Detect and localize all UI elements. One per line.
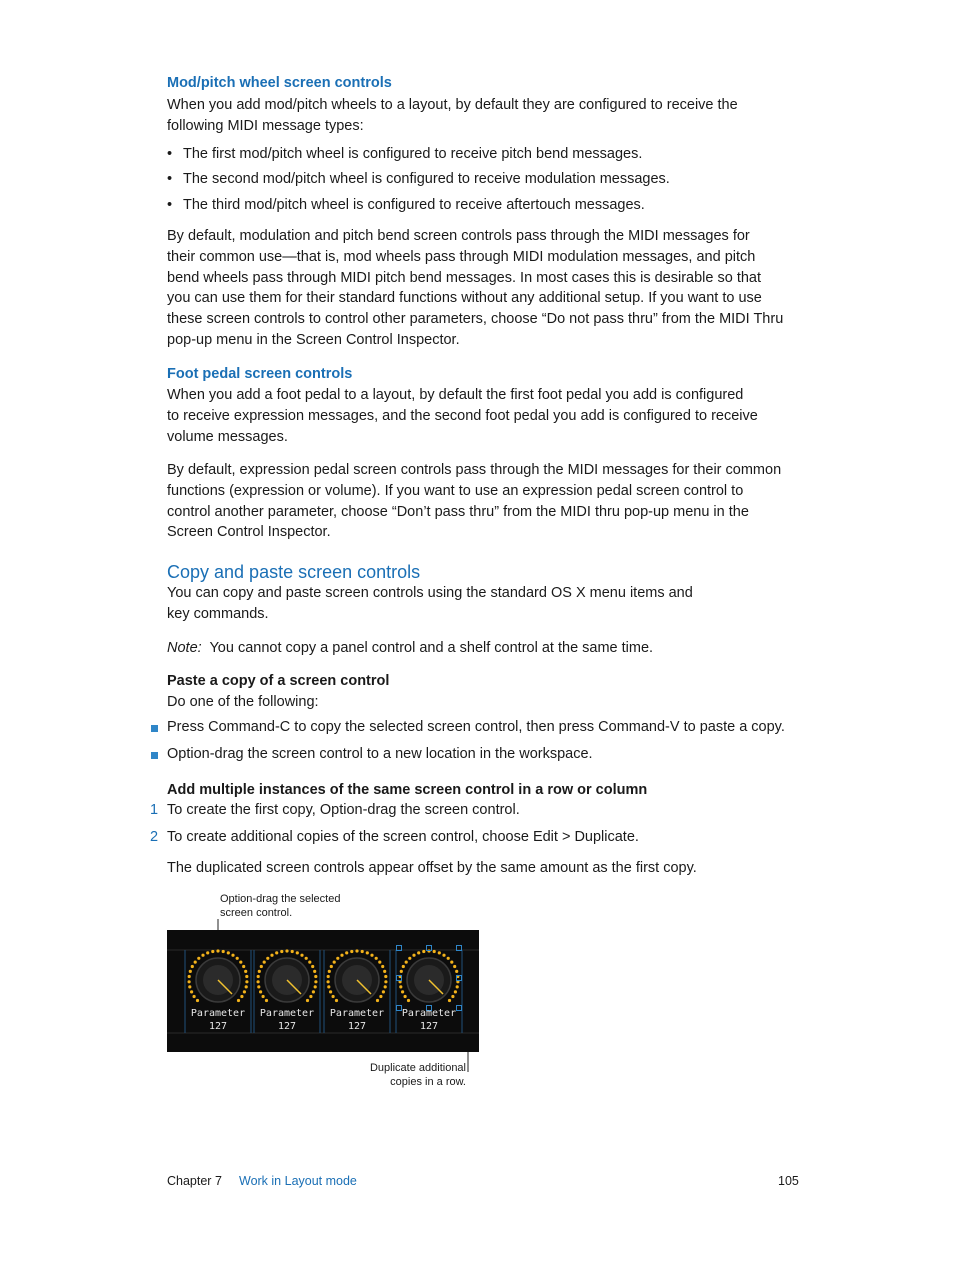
knob-dot bbox=[422, 950, 425, 953]
knob-dot bbox=[308, 961, 311, 964]
knob-dot bbox=[211, 950, 214, 953]
knob-dot bbox=[188, 985, 191, 988]
footer-chapter: Chapter 7 bbox=[167, 1174, 222, 1188]
callout-line: Option-drag the selected bbox=[220, 893, 341, 905]
knob-label-name: Parameter bbox=[329, 1008, 385, 1019]
knob-dot bbox=[275, 951, 278, 954]
knob-dot bbox=[407, 999, 410, 1002]
step-result: The duplicated screen controls appear offset by the same amount as the first copy. bbox=[167, 860, 697, 876]
knob-dot bbox=[450, 961, 453, 964]
knob-dot bbox=[447, 957, 450, 960]
knob-dot bbox=[296, 951, 299, 954]
knob-dot bbox=[236, 957, 239, 960]
knob-dot bbox=[417, 951, 420, 954]
knob-dot bbox=[257, 975, 260, 978]
knob-dot bbox=[361, 950, 364, 953]
knob-dot bbox=[328, 970, 331, 973]
knob-dot bbox=[381, 965, 384, 968]
step-text: To create the first copy, Option-drag the screen control. bbox=[167, 802, 520, 818]
knob-dot bbox=[190, 990, 193, 993]
knob-dot bbox=[244, 970, 247, 973]
knob-dot bbox=[336, 957, 339, 960]
knob-dot bbox=[242, 965, 245, 968]
knob-dot bbox=[366, 951, 369, 954]
knob-label bbox=[184, 1008, 252, 1033]
step-number: 2 bbox=[150, 829, 159, 845]
knob-label bbox=[253, 1008, 321, 1033]
knob-dot bbox=[453, 965, 456, 968]
knob-dot bbox=[376, 999, 379, 1002]
knob-dot bbox=[313, 970, 316, 973]
knob-dot bbox=[327, 975, 330, 978]
callout-line: copies in a row. bbox=[390, 1076, 466, 1088]
knob-label-value: 127 bbox=[347, 1020, 367, 1032]
knob-dot bbox=[345, 951, 348, 954]
knob-dot bbox=[231, 954, 234, 957]
knob-dot bbox=[314, 985, 317, 988]
knob-dot bbox=[188, 975, 191, 978]
callout-line: Duplicate additional bbox=[369, 1062, 466, 1074]
text-line: Screen Control Inspector. bbox=[167, 524, 331, 541]
knob-dot bbox=[379, 995, 382, 998]
knob-label-value: 127 bbox=[277, 1020, 297, 1032]
knob-dot bbox=[370, 954, 373, 957]
knob-label bbox=[323, 1008, 391, 1033]
bullet-dot: • bbox=[167, 146, 173, 162]
text-line: volume messages. bbox=[167, 428, 288, 445]
knob-dot bbox=[206, 951, 209, 954]
knob-dot bbox=[378, 961, 381, 964]
step-text: To create additional copies of the screen control, choose Edit > Duplicate. bbox=[167, 829, 639, 845]
knob-dot bbox=[201, 954, 204, 957]
knob-dot bbox=[306, 999, 309, 1002]
knob-dot bbox=[329, 990, 332, 993]
task-title-multiple: Add multiple instances of the same screen control in a row or column bbox=[167, 782, 648, 798]
page-number: 105 bbox=[778, 1174, 799, 1188]
knob-dot bbox=[257, 980, 260, 983]
text-line: When you add mod/pitch wheels to a layout, by default they are configured to receive the bbox=[167, 97, 738, 113]
knob-dot bbox=[222, 950, 225, 953]
knob-dot bbox=[456, 985, 459, 988]
knob-dot bbox=[455, 970, 458, 973]
note-label: Note: bbox=[167, 640, 202, 656]
knob-dot bbox=[438, 951, 441, 954]
task-subtitle: Do one of the following: bbox=[167, 694, 319, 710]
knob-dot bbox=[404, 995, 407, 998]
text-line: By default, modulation and pitch bend screen controls pass through the MIDI messages for bbox=[167, 228, 750, 244]
knob-dot bbox=[194, 961, 197, 964]
knob-dot bbox=[262, 995, 265, 998]
section-heading-foot-pedal: Foot pedal screen controls bbox=[167, 366, 353, 382]
knob-dot bbox=[442, 954, 445, 957]
knob-dot bbox=[197, 957, 200, 960]
bullet-text: The third mod/pitch wheel is configured to receive aftertouch messages. bbox=[183, 197, 645, 213]
knob-dot bbox=[332, 995, 335, 998]
knob-dot bbox=[448, 999, 451, 1002]
knob-dot bbox=[314, 975, 317, 978]
footer-chapter-title[interactable]: Work in Layout mode bbox=[239, 1174, 357, 1188]
knob-dot bbox=[263, 961, 266, 964]
text-line: you can use them for their standard functions without any additional setup. If you want to use bbox=[167, 290, 762, 307]
knob-label-name: Parameter bbox=[401, 1008, 457, 1019]
text-line: By default, expression pedal screen controls pass through the MIDI messages for their common bbox=[167, 462, 782, 478]
task-item-text: Press Command-C to copy the selected screen control, then press Command-V to paste a copy. bbox=[167, 719, 785, 735]
knob-dot bbox=[216, 949, 219, 952]
knob-dot bbox=[237, 999, 240, 1002]
knob-dot bbox=[309, 995, 312, 998]
knob-dot bbox=[191, 965, 194, 968]
text-line: pop-up menu in the Screen Control Inspector. bbox=[167, 331, 460, 348]
bullet-text: The first mod/pitch wheel is configured to receive pitch bend messages. bbox=[183, 146, 643, 162]
text-line: functions (expression or volume). If you want to use an expression pedal screen control to bbox=[167, 482, 744, 499]
knob-dot bbox=[260, 965, 263, 968]
knob-label bbox=[395, 1008, 463, 1033]
bullet-dot: • bbox=[167, 197, 173, 213]
knob-dot bbox=[383, 970, 386, 973]
knob-dot bbox=[245, 985, 248, 988]
callout-line: screen control. bbox=[220, 907, 293, 919]
section-heading-copy-paste: Copy and paste screen controls bbox=[167, 562, 421, 582]
knob-dot bbox=[188, 980, 191, 983]
knob-dot bbox=[311, 965, 314, 968]
knob-dot bbox=[257, 985, 260, 988]
knob-label-value: 127 bbox=[208, 1020, 228, 1032]
knob-dot bbox=[258, 970, 261, 973]
knob-dot bbox=[399, 985, 402, 988]
knob-dot bbox=[305, 957, 308, 960]
knob-label-value: 127 bbox=[419, 1020, 439, 1032]
knob-dot bbox=[384, 975, 387, 978]
knob-dot bbox=[189, 970, 192, 973]
knob-dot bbox=[266, 957, 269, 960]
knob-dot bbox=[412, 954, 415, 957]
knob-dot bbox=[408, 957, 411, 960]
knob-dot bbox=[243, 990, 246, 993]
task-item-text: Option-drag the screen control to a new location in the workspace. bbox=[167, 746, 593, 762]
text-line: their common use—that is, mod wheels pass through MIDI modulation messages, and pitch bbox=[167, 248, 756, 265]
knob-dot bbox=[384, 985, 387, 988]
knob-dot bbox=[335, 999, 338, 1002]
knob-dot bbox=[401, 990, 404, 993]
knob-dot bbox=[384, 980, 387, 983]
knob-dot bbox=[291, 950, 294, 953]
knob-dot bbox=[280, 950, 283, 953]
text-line: When you add a foot pedal to a layout, by default the first foot pedal you add is configured bbox=[167, 387, 744, 403]
knob-dot bbox=[245, 980, 248, 983]
knob-dot bbox=[382, 990, 385, 993]
bullet-dot: • bbox=[167, 171, 173, 187]
knob-dot bbox=[375, 957, 378, 960]
knob-dot bbox=[327, 980, 330, 983]
knob-dot bbox=[314, 980, 317, 983]
knob-dot bbox=[350, 950, 353, 953]
text-line: key commands. bbox=[167, 605, 269, 622]
bullet-text: The second mod/pitch wheel is configured to receive modulation messages. bbox=[183, 171, 670, 187]
knob-dot bbox=[451, 995, 454, 998]
knob-dot bbox=[196, 999, 199, 1002]
knob-dot bbox=[405, 961, 408, 964]
knob-dot bbox=[227, 951, 230, 954]
text-line: bend wheels pass through MIDI pitch bend messages. In most cases this is desirable so that bbox=[167, 269, 762, 286]
section-heading-mod-pitch: Mod/pitch wheel screen controls bbox=[167, 75, 392, 91]
knob-dot bbox=[355, 949, 358, 952]
text-line: to receive expression messages, and the second foot pedal you add is configured to receive bbox=[167, 407, 758, 424]
knob-dot bbox=[300, 954, 303, 957]
knob-dot bbox=[265, 999, 268, 1002]
knob-dot bbox=[402, 965, 405, 968]
text-line: You can copy and paste screen controls using the standard OS X menu items and bbox=[167, 585, 693, 601]
knob-dot bbox=[285, 949, 288, 952]
knob-dot bbox=[270, 954, 273, 957]
task-title-paste: Paste a copy of a screen control bbox=[167, 673, 390, 689]
knob-dot bbox=[259, 990, 262, 993]
knob-dot bbox=[330, 965, 333, 968]
knob-dot bbox=[333, 961, 336, 964]
text-line: following MIDI message types: bbox=[167, 117, 364, 134]
knob-dot bbox=[454, 990, 457, 993]
text-line: these screen controls to control other parameters, choose “Do not pass thru” from the MIDI Thru bbox=[167, 311, 784, 328]
knob-dot bbox=[193, 995, 196, 998]
knob-dot bbox=[340, 954, 343, 957]
knob-dot bbox=[433, 950, 436, 953]
knob-dot bbox=[312, 990, 315, 993]
knob-label-name: Parameter bbox=[259, 1008, 315, 1019]
knob-dot bbox=[400, 970, 403, 973]
text-line: control another parameter, choose “Don’t pass thru” from the MIDI thru pop-up menu in the bbox=[167, 503, 749, 520]
knob-dot bbox=[239, 961, 242, 964]
knob-dot bbox=[327, 985, 330, 988]
knob-dot bbox=[245, 975, 248, 978]
knob-dot bbox=[240, 995, 243, 998]
step-number: 1 bbox=[150, 802, 159, 818]
note-text: You cannot copy a panel control and a shelf control at the same time. bbox=[209, 640, 654, 656]
knob-label-name: Parameter bbox=[190, 1008, 246, 1019]
